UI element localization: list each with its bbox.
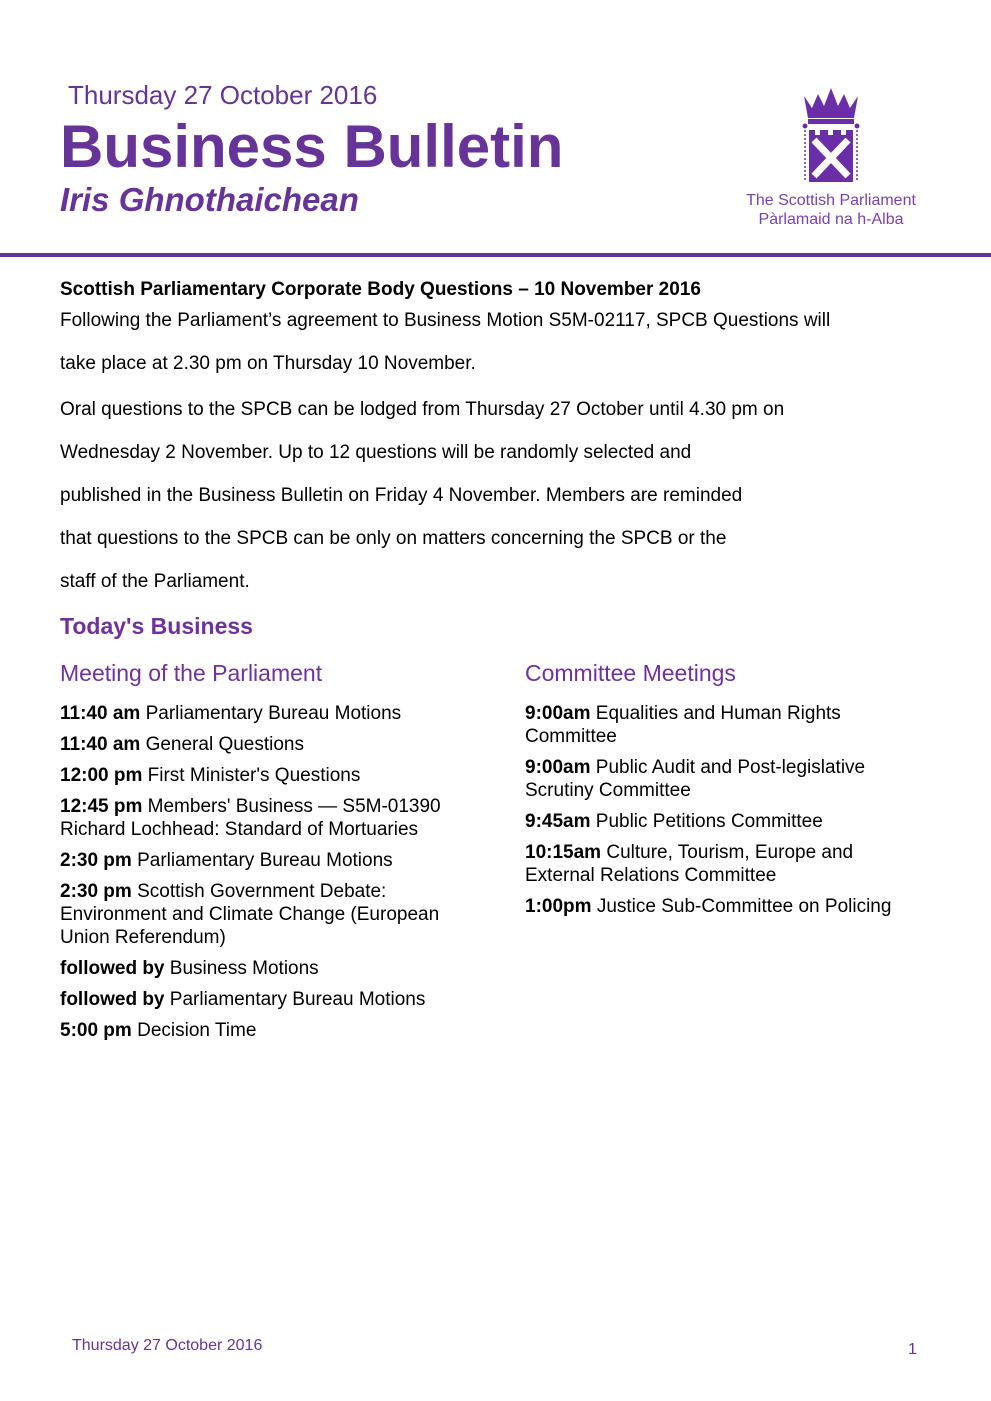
schedule-text: General Questions (145, 734, 304, 755)
schedule-text: Parliamentary Bureau Motions (169, 989, 426, 1010)
schedule-time: 11:40 am (60, 734, 141, 755)
schedule-text: Equalities and Human Rights Committee (525, 703, 841, 747)
meeting-heading: Meeting of the Parliament (60, 660, 323, 686)
logo-text-english: The Scottish Parliament (746, 192, 916, 209)
page-title: Business Bulletin (60, 113, 564, 180)
schedule-text: Culture, Tourism, Europe and External Relations Committee (525, 842, 854, 886)
schedule-text: Parliamentary Bureau Motions (145, 703, 402, 724)
page-number: 1 (908, 1341, 917, 1358)
spcb-notice (60, 278, 920, 603)
header-date: Thursday 27 October 2016 (68, 80, 378, 110)
schedule-item (60, 988, 480, 1011)
schedule-item (525, 810, 925, 833)
meeting-list (60, 702, 480, 1042)
schedule-time: 9:45am (525, 811, 591, 832)
schedule-time: 12:00 pm (60, 765, 143, 786)
scottish-parliament-logo (745, 86, 917, 229)
schedule-time: 11:40 am (60, 703, 141, 724)
text-line: take place at 2.30 pm on Thursday 10 November. (60, 353, 476, 374)
schedule-text: Business Motions (169, 958, 319, 979)
schedule-time: 2:30 pm (60, 850, 132, 871)
schedule-text: Parliamentary Bureau Motions (137, 850, 393, 871)
text-line: staff of the Parliament. (60, 571, 250, 592)
schedule-item (60, 795, 480, 841)
schedule-item (525, 895, 925, 918)
schedule-item (60, 1019, 480, 1042)
text-line: published in the Business Bulletin on Friday 4 November. Members are reminded (60, 485, 743, 506)
schedule-text: Decision Time (137, 1020, 257, 1041)
crown-flag-icon (800, 86, 862, 186)
schedule-time: 12:45 pm (60, 796, 143, 817)
schedule-item (525, 756, 925, 802)
schedule-item (60, 957, 480, 980)
schedule-text: Public Audit and Post-legislative Scrutiny Committee (525, 757, 866, 801)
schedule-text: First Minister's Questions (147, 765, 361, 786)
logo-text-gaelic: Pàrlamaid na h-Alba (758, 211, 904, 228)
schedule-item (525, 841, 925, 887)
text-line: that questions to the SPCB can be only on matters concerning the SPCB or the (60, 528, 727, 549)
meeting-of-parliament-section (60, 658, 480, 1050)
schedule-time: followed by (60, 989, 165, 1010)
todays-business-heading: Today's Business (60, 613, 253, 639)
schedule-item (60, 702, 480, 725)
schedule-item (60, 764, 480, 787)
schedule-time: 9:00am (525, 757, 591, 778)
text-line: Wednesday 2 November. Up to 12 questions will be randomly selected and (60, 442, 692, 463)
committee-heading: Committee Meetings (525, 660, 736, 686)
schedule-text: Justice Sub-Committee on Policing (596, 896, 892, 917)
page-subtitle: Iris Ghnothaichean (60, 181, 359, 218)
schedule-time: 9:00am (525, 703, 591, 724)
schedule-item (60, 733, 480, 756)
notice-paragraph-1 (60, 299, 920, 385)
schedule-time: 1:00pm (525, 896, 592, 917)
committee-list (525, 702, 925, 918)
notice-paragraph-2 (60, 388, 920, 603)
notice-heading: Scottish Parliamentary Corporate Body Questions – 10 November 2016 (60, 279, 701, 300)
committee-meetings-section (525, 658, 925, 926)
schedule-time: 2:30 pm (60, 881, 132, 902)
schedule-time: 5:00 pm (60, 1020, 132, 1041)
schedule-text: Members' Business — S5M-01390 Richard Lochhead: Standard of Mortuaries (60, 796, 441, 840)
text-line: Oral questions to the SPCB can be lodged from Thursday 27 October until 4.30 pm on (60, 399, 785, 420)
schedule-text: Scottish Government Debate: Environment and Climate Change (European Union Referendum) (60, 881, 440, 948)
schedule-item (60, 849, 480, 872)
text-line: Following the Parliament’s agreement to Business Motion S5M-02117, SPCB Questions will (60, 310, 831, 331)
schedule-item (525, 702, 925, 748)
footer-date: Thursday 27 October 2016 (72, 1337, 263, 1354)
header-divider (0, 253, 991, 257)
schedule-item (60, 880, 480, 949)
schedule-time: 10:15am (525, 842, 602, 863)
schedule-text: Public Petitions Committee (595, 811, 823, 832)
schedule-time: followed by (60, 958, 165, 979)
